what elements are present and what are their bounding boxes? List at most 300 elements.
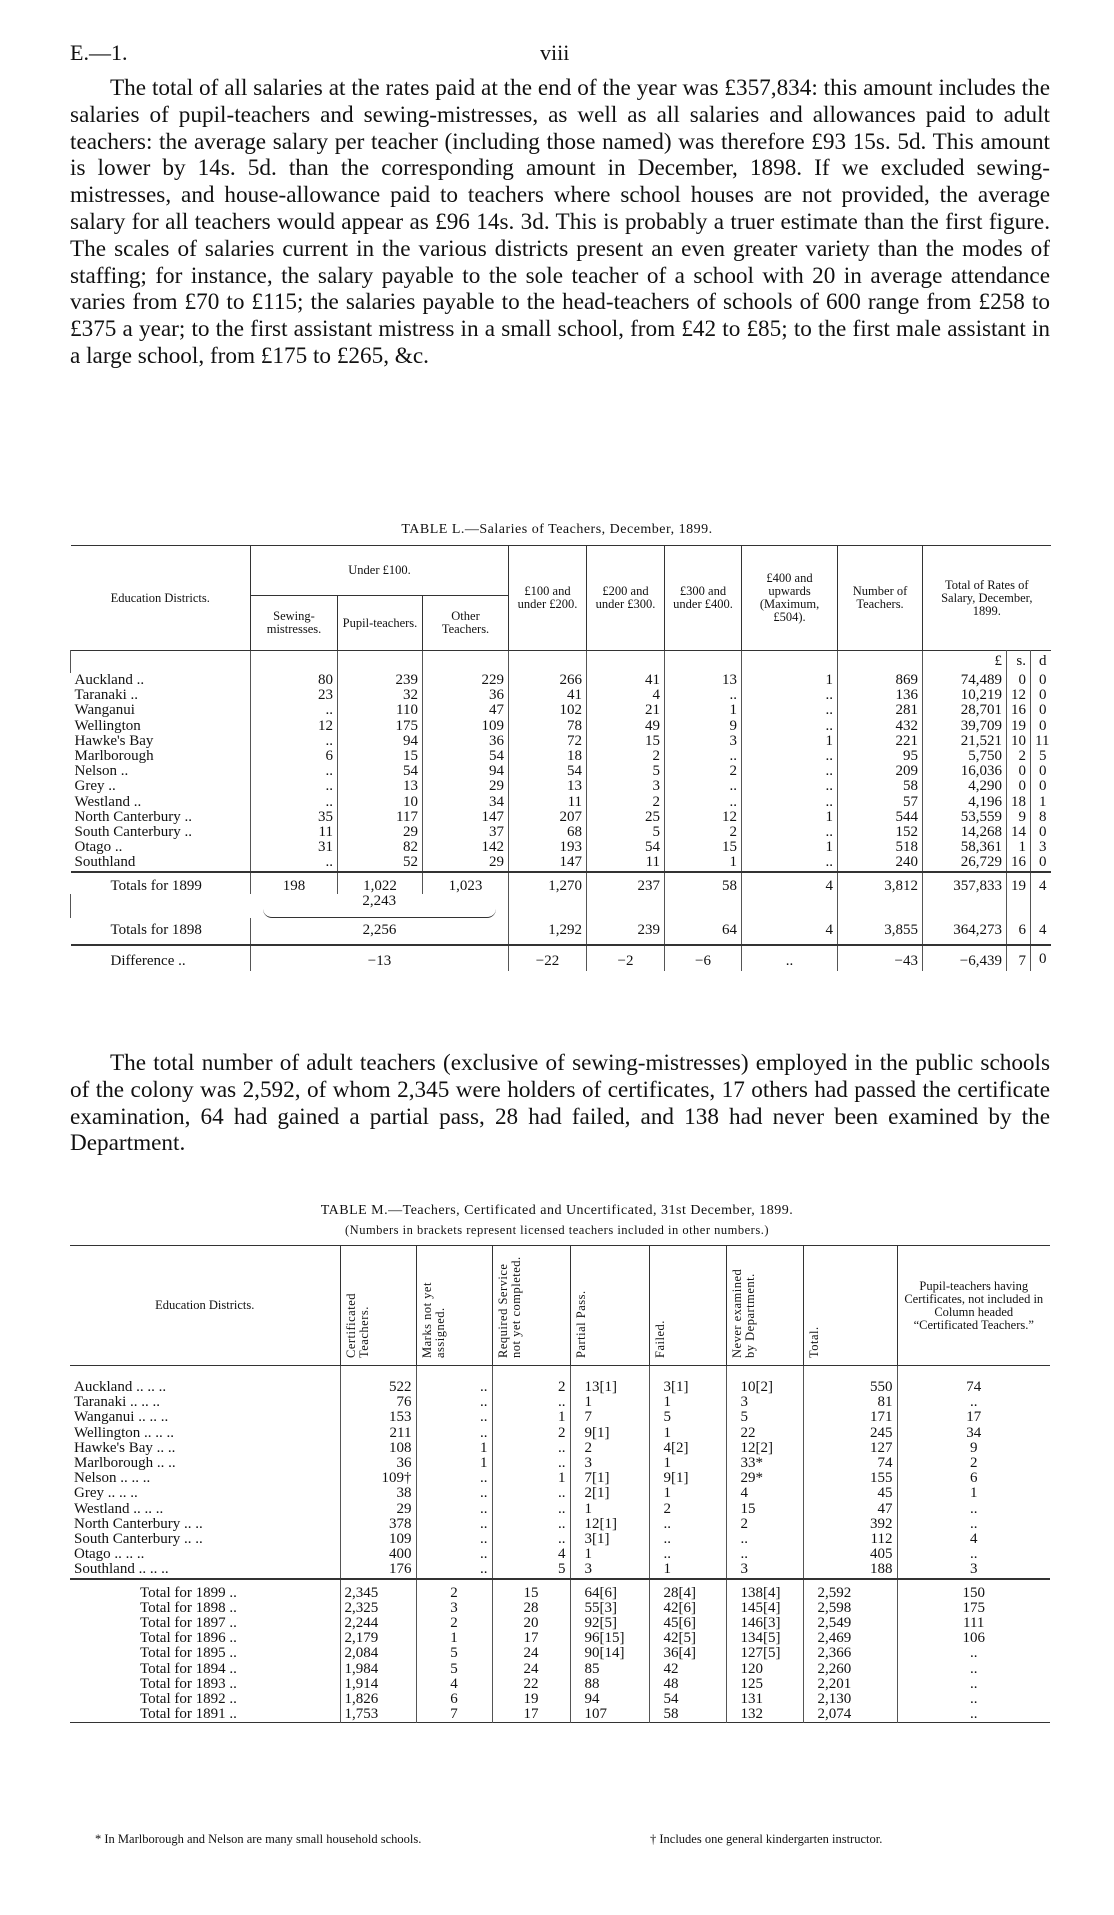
data-cell: .. <box>665 749 742 764</box>
data-cell: 23 <box>251 688 338 703</box>
data-cell: .. <box>492 1532 570 1547</box>
total-row <box>70 1677 1050 1692</box>
combined-row <box>71 894 1051 918</box>
row-label: Total for 1893 .. <box>140 1675 237 1692</box>
empty-cell <box>838 651 923 674</box>
data-cell: 9 <box>665 719 742 734</box>
combined-pupil-other-total: 2,243 <box>251 894 509 918</box>
data-cell: 4 <box>897 1532 1050 1547</box>
col-header-label: Marks not yet assigned. <box>419 1282 447 1358</box>
data-cell: 152 <box>838 825 923 840</box>
data-cell: .. <box>649 1547 726 1562</box>
data-cell: 229 <box>423 673 509 688</box>
col-sewing: Sewing-mistresses. <box>251 596 338 651</box>
data-cell: 3 <box>665 734 742 749</box>
data-cell: .. <box>649 1532 726 1547</box>
total-cell: 1,826 <box>340 1692 416 1707</box>
data-cell: 109 <box>340 1532 416 1547</box>
empty-cell <box>70 1366 340 1381</box>
data-cell: 1 <box>742 840 838 855</box>
data-cell: .. <box>742 749 838 764</box>
district-name: Southland <box>74 854 136 871</box>
data-cell: 12 <box>251 719 338 734</box>
col-under100: Under £100. <box>251 546 509 596</box>
data-cell: .. <box>726 1532 803 1547</box>
col-header <box>803 1246 897 1366</box>
empty-cell <box>742 894 838 918</box>
data-cell: .. <box>416 1517 492 1532</box>
data-cell: 0 <box>1031 764 1051 779</box>
total-row <box>70 1646 1050 1661</box>
data-cell: 13[1] <box>570 1380 649 1395</box>
data-cell: 188 <box>803 1562 897 1578</box>
data-cell: 13 <box>509 779 587 794</box>
data-cell: 68 <box>509 825 587 840</box>
data-cell: .. <box>251 779 338 794</box>
difference-cell: −13 <box>251 945 509 971</box>
total-row <box>70 1707 1050 1723</box>
total-cell: 96[15] <box>570 1631 649 1646</box>
data-cell: .. <box>897 1517 1050 1532</box>
total-cell: 131 <box>726 1692 803 1707</box>
data-cell: 5,750 <box>923 749 1007 764</box>
data-cell: 47 <box>803 1502 897 1517</box>
table-row <box>70 1562 1050 1578</box>
total-cell: 132 <box>726 1707 803 1723</box>
data-cell: 19 <box>1007 719 1031 734</box>
data-cell: .. <box>742 703 838 718</box>
data-cell: 432 <box>838 719 923 734</box>
data-cell: 15 <box>338 749 423 764</box>
table-row <box>70 1410 1050 1425</box>
data-cell: 52 <box>338 855 423 871</box>
col-pupil: Pupil-teachers. <box>338 596 423 651</box>
data-cell: 2 <box>665 825 742 840</box>
data-cell: 2 <box>897 1456 1050 1471</box>
data-cell: 153 <box>340 1410 416 1425</box>
total-cell: 28[4] <box>649 1579 726 1601</box>
total-cell: 1,753 <box>340 1707 416 1723</box>
total-cell: 150 <box>897 1579 1050 1601</box>
data-cell: .. <box>416 1380 492 1395</box>
col-100-200: £100 and under £200. <box>509 546 587 651</box>
empty-cell <box>923 894 1007 918</box>
data-cell: 1 <box>492 1471 570 1486</box>
data-cell: 0 <box>1007 673 1031 688</box>
data-cell: 1 <box>649 1486 726 1501</box>
data-cell: 72 <box>509 734 587 749</box>
data-cell: 3[1] <box>649 1380 726 1395</box>
total-cell: 111 <box>897 1616 1050 1631</box>
district-name: Marlborough <box>74 748 154 765</box>
data-cell: 6 <box>251 749 338 764</box>
total-cell: 239 <box>587 918 665 945</box>
data-cell: 1 <box>649 1426 726 1441</box>
district-name: Nelson .. .. .. <box>74 1470 151 1487</box>
data-cell: 0 <box>1007 764 1031 779</box>
total-row <box>70 1601 1050 1616</box>
data-cell: 211 <box>340 1426 416 1441</box>
data-cell: 78 <box>509 719 587 734</box>
data-cell: 2 <box>587 749 665 764</box>
total-cell: 237 <box>587 872 665 894</box>
table-row <box>71 840 1051 855</box>
data-cell: 0 <box>1007 779 1031 794</box>
total-cell: 19 <box>492 1692 570 1707</box>
row-label: Total for 1894 .. <box>140 1660 237 1677</box>
data-cell: 21 <box>587 703 665 718</box>
data-cell: 1 <box>570 1395 649 1410</box>
col-header <box>649 1246 726 1366</box>
data-cell: 15 <box>726 1502 803 1517</box>
total-cell: 1,914 <box>340 1677 416 1692</box>
salary-paragraph-text: The total of all salaries at the rates paid at the end of the year was £357,834: this amount includes the salaries of pupil-teachers and sewing-mistresses, as well as all salaries and allowances paid to adult teachers: the average salary per teacher (including those named) was therefore £93 15s. 5d. This amount is lower by 14s. 5d. than the corresponding amount in December, 1898. If we excluded sewing-mistresses, and house-allowance paid to teachers where school houses are not provided, the average salary for all teachers would appear as £96 14s. 3d. This is probably a truer estimate than the first figure. The scales of salaries current in the various districts present an even greater variety than the modes of staffing; for instance, the salary payable to the sole teacher of a school with 20 in average attendance varies from £70 to £115; the salaries payable to the head-teachers of schools of 600 range from £258 to £375 a year; to the first assistant mistress in a small school, from £42 to £85; to the first male assistant in a large school, from £175 to £265, &c. <box>70 75 1050 369</box>
col-header-label: Required Service not yet completed. <box>495 1256 523 1358</box>
col-header <box>726 1246 803 1366</box>
data-cell: 26,729 <box>923 855 1007 871</box>
total-cell: 2,074 <box>803 1707 897 1723</box>
total-cell: 17 <box>492 1631 570 1646</box>
table-l-title: TABLE L.—Salaries of Teachers, December, 1899. <box>401 522 713 537</box>
col-header-label: Certificated Teachers. <box>343 1293 371 1358</box>
empty-cell <box>897 1366 1050 1381</box>
data-cell: 193 <box>509 840 587 855</box>
data-cell: .. <box>742 795 838 810</box>
total-cell: 134[5] <box>726 1631 803 1646</box>
table-m-certificates <box>70 1245 1050 1723</box>
empty-cell <box>665 894 742 918</box>
total-cell: 2,598 <box>803 1601 897 1616</box>
data-cell: 378 <box>340 1517 416 1532</box>
data-cell: 12 <box>665 810 742 825</box>
data-cell: 39,709 <box>923 719 1007 734</box>
data-cell: 518 <box>838 840 923 855</box>
total-cell: 2,325 <box>340 1601 416 1616</box>
district-name: Auckland .. <box>74 672 145 688</box>
data-cell: 41 <box>509 688 587 703</box>
data-cell: 34 <box>897 1426 1050 1441</box>
total-cell: 175 <box>897 1601 1050 1616</box>
total-cell: 17 <box>492 1707 570 1723</box>
data-cell: 209 <box>838 764 923 779</box>
salary-paragraph <box>70 75 1050 370</box>
data-cell: 6 <box>897 1471 1050 1486</box>
data-cell: 240 <box>838 855 923 871</box>
data-cell: 405 <box>803 1547 897 1562</box>
data-cell: 81 <box>803 1395 897 1410</box>
total-cell: 2 <box>416 1616 492 1631</box>
data-cell: 2 <box>665 764 742 779</box>
district-name: North Canterbury .. <box>74 808 192 825</box>
data-cell: 7[1] <box>570 1471 649 1486</box>
data-cell: 34 <box>423 795 509 810</box>
data-cell: 5 <box>587 764 665 779</box>
data-cell: 1 <box>570 1547 649 1562</box>
data-cell: 10 <box>1007 734 1031 749</box>
data-cell: 0 <box>1031 825 1051 840</box>
total-cell: .. <box>897 1662 1050 1677</box>
data-cell: 1 <box>665 855 742 871</box>
data-cell: 266 <box>509 673 587 688</box>
data-cell: .. <box>665 688 742 703</box>
data-cell: 15 <box>587 734 665 749</box>
col-header <box>570 1246 649 1366</box>
data-cell: .. <box>416 1502 492 1517</box>
data-cell: .. <box>897 1547 1050 1562</box>
data-cell: 17 <box>897 1410 1050 1425</box>
data-cell: .. <box>416 1547 492 1562</box>
data-cell: 3 <box>726 1395 803 1410</box>
data-cell: 13 <box>338 779 423 794</box>
data-cell: 109† <box>340 1471 416 1486</box>
data-cell: 5 <box>492 1562 570 1578</box>
data-cell: 1 <box>492 1410 570 1425</box>
difference-cell: −2 <box>587 945 665 971</box>
data-cell: 3[1] <box>570 1532 649 1547</box>
data-cell: 136 <box>838 688 923 703</box>
empty-cell <box>803 1366 897 1381</box>
total-cell: 4 <box>416 1677 492 1692</box>
total-cell: 5 <box>416 1662 492 1677</box>
total-row <box>70 1579 1050 1601</box>
data-cell: 14,268 <box>923 825 1007 840</box>
district-name: Wanganui <box>74 702 135 719</box>
data-cell: 3 <box>570 1456 649 1471</box>
spacer-row <box>70 1366 1050 1381</box>
difference-cell: −6,439 <box>923 945 1007 971</box>
difference-cell: 7 <box>1007 945 1031 971</box>
empty-cell <box>492 1366 570 1381</box>
district-name: Taranaki .. <box>74 687 139 704</box>
data-cell: .. <box>251 734 338 749</box>
total-cell: 107 <box>570 1707 649 1723</box>
data-cell: 544 <box>838 810 923 825</box>
data-cell: 54 <box>423 749 509 764</box>
data-cell: .. <box>251 764 338 779</box>
empty-cell <box>423 651 509 674</box>
total-cell: 146[3] <box>726 1616 803 1631</box>
district-name: Hawke's Bay .. .. <box>74 1439 176 1456</box>
district-name: Nelson .. <box>74 763 129 780</box>
total-cell: 42 <box>649 1662 726 1677</box>
data-cell: 3 <box>897 1562 1050 1578</box>
data-cell: .. <box>492 1502 570 1517</box>
data-cell: 2 <box>1007 749 1031 764</box>
data-cell: 176 <box>340 1562 416 1578</box>
col-header <box>340 1246 416 1366</box>
data-cell: 74,489 <box>923 673 1007 688</box>
data-cell: .. <box>492 1517 570 1532</box>
data-cell: .. <box>742 719 838 734</box>
col-total: Total of Rates of Salary, December, 1899. <box>923 546 1051 651</box>
total-cell: 90[14] <box>570 1646 649 1661</box>
row-label: Totals for 1898 <box>110 922 202 939</box>
total-row <box>70 1692 1050 1707</box>
data-cell: 2 <box>726 1517 803 1532</box>
data-cell: .. <box>742 764 838 779</box>
data-cell: 41 <box>587 673 665 688</box>
data-cell: 22 <box>726 1426 803 1441</box>
table-row <box>70 1426 1050 1441</box>
data-cell: 82 <box>338 840 423 855</box>
data-cell: 94 <box>423 764 509 779</box>
total-cell: 28 <box>492 1601 570 1616</box>
data-cell: .. <box>897 1395 1050 1410</box>
total-cell: 4 <box>1031 918 1051 945</box>
table-row <box>71 764 1051 779</box>
data-cell: 117 <box>338 810 423 825</box>
data-cell: 4 <box>492 1547 570 1562</box>
data-cell: .. <box>665 779 742 794</box>
total-cell: 2,260 <box>803 1662 897 1677</box>
empty-cell <box>416 1366 492 1381</box>
table-row <box>70 1547 1050 1562</box>
data-cell: 1 <box>742 810 838 825</box>
table-row <box>71 719 1051 734</box>
data-cell: 31 <box>251 840 338 855</box>
total-cell: 1 <box>416 1631 492 1646</box>
teachers-paragraph-text: The total number of adult teachers (exclusive of sewing-mistresses) employed in the public schools of the colony was 2,592, of whom 2,345 were holders of certificates, 17 others had passed the certificate examination, 64 had gained a partial pass, 28 had failed, and 138 had never been examined by the Department. <box>70 1050 1050 1157</box>
col-header-label: Failed. <box>652 1320 667 1358</box>
empty-cell <box>742 651 838 674</box>
total-cell: 4 <box>742 872 838 894</box>
empty-cell <box>587 651 665 674</box>
data-cell: 0 <box>1031 855 1051 871</box>
data-cell: 36 <box>423 688 509 703</box>
total-cell: 88 <box>570 1677 649 1692</box>
data-cell: 142 <box>423 840 509 855</box>
total-cell: 106 <box>897 1631 1050 1646</box>
district-name: Auckland .. .. .. <box>74 1379 167 1395</box>
data-cell: 3 <box>570 1562 649 1578</box>
total-cell: 3 <box>416 1601 492 1616</box>
total-cell: 1,023 <box>423 872 509 894</box>
table-row <box>71 825 1051 840</box>
total-cell: 3,855 <box>838 918 923 945</box>
empty-cell <box>71 651 251 674</box>
table-row <box>71 688 1051 703</box>
total-cell: 138[4] <box>726 1579 803 1601</box>
total-cell: 2,130 <box>803 1692 897 1707</box>
col-district: Education Districts. <box>110 590 210 605</box>
data-cell: 5 <box>726 1410 803 1425</box>
total-cell: 120 <box>726 1662 803 1677</box>
row-label: Total for 1891 .. <box>140 1706 237 1723</box>
total-cell: 4 <box>1031 872 1051 894</box>
data-cell: 4 <box>726 1486 803 1501</box>
table-row <box>70 1441 1050 1456</box>
district-name: Southland .. .. .. <box>74 1561 169 1578</box>
row-label: Total for 1892 .. <box>140 1691 237 1708</box>
data-cell: .. <box>416 1471 492 1486</box>
data-cell: .. <box>416 1486 492 1501</box>
col-header: Pupil-teachers having Certificates, not included in Column headed “Certificated Teachers.” <box>897 1246 1050 1366</box>
row-label: Total for 1896 .. <box>140 1630 237 1647</box>
data-cell: 15 <box>665 840 742 855</box>
data-cell: 76 <box>340 1395 416 1410</box>
data-cell: 2[1] <box>570 1486 649 1501</box>
table-row <box>70 1486 1050 1501</box>
data-cell: 28,701 <box>923 703 1007 718</box>
empty-cell <box>1031 894 1051 918</box>
total-cell: 2,256 <box>251 918 509 945</box>
footnote-asterisk: * In Marlborough and Nelson are many small household schools. <box>95 1832 422 1846</box>
data-cell: 9 <box>897 1441 1050 1456</box>
total-cell: 2,366 <box>803 1646 897 1661</box>
data-cell: .. <box>649 1517 726 1532</box>
table-row <box>70 1471 1050 1486</box>
data-cell: 175 <box>338 719 423 734</box>
row-label: Totals for 1899 <box>71 872 251 894</box>
data-cell: .. <box>251 703 338 718</box>
row-label: Total for 1899 .. <box>70 1579 340 1601</box>
data-cell: 13 <box>665 673 742 688</box>
total-cell: 7 <box>416 1707 492 1723</box>
row-label: Total for 1897 .. <box>140 1615 237 1632</box>
data-cell: 112 <box>803 1532 897 1547</box>
data-cell: .. <box>742 688 838 703</box>
total-cell: 125 <box>726 1677 803 1692</box>
col-header-label: Partial Pass. <box>573 1290 588 1358</box>
data-cell: 80 <box>251 673 338 688</box>
data-cell: .. <box>251 795 338 810</box>
data-cell: .. <box>251 855 338 871</box>
data-cell: 29* <box>726 1471 803 1486</box>
district-name: Taranaki .. .. .. <box>74 1394 161 1411</box>
empty-cell <box>649 1366 726 1381</box>
data-cell: 1 <box>897 1486 1050 1501</box>
empty-cell <box>587 894 665 918</box>
unit-label: £ <box>923 651 1007 674</box>
total-cell: 48 <box>649 1677 726 1692</box>
data-cell: 29 <box>340 1502 416 1517</box>
units-row <box>71 651 1051 674</box>
footnote-dagger: † Includes one general kindergarten instructor. <box>650 1832 883 1846</box>
data-cell: 1 <box>742 734 838 749</box>
total-cell: 2,201 <box>803 1677 897 1692</box>
data-cell: 392 <box>803 1517 897 1532</box>
data-cell: 9[1] <box>570 1426 649 1441</box>
difference-cell: −6 <box>665 945 742 971</box>
data-cell: .. <box>416 1426 492 1441</box>
data-cell: 108 <box>340 1441 416 1456</box>
row-label: Difference .. <box>71 945 251 971</box>
empty-cell <box>570 1366 649 1381</box>
data-cell: 29 <box>338 825 423 840</box>
data-cell: 1 <box>665 703 742 718</box>
data-cell: 1 <box>416 1441 492 1456</box>
total-cell: 364,273 <box>923 918 1007 945</box>
data-cell: 21,521 <box>923 734 1007 749</box>
data-cell: 1 <box>1031 795 1051 810</box>
data-cell: 1 <box>742 673 838 688</box>
data-cell: 207 <box>509 810 587 825</box>
district-name: Hawke's Bay <box>74 732 154 749</box>
data-cell: 0 <box>1031 673 1051 688</box>
data-cell: 400 <box>340 1547 416 1562</box>
col-header-label: Total. <box>806 1326 821 1358</box>
data-cell: 127 <box>803 1441 897 1456</box>
data-cell: 1 <box>570 1502 649 1517</box>
data-cell: 36 <box>340 1456 416 1471</box>
data-cell: 53,559 <box>923 810 1007 825</box>
data-cell: 16 <box>1007 855 1031 871</box>
total-cell: 19 <box>1007 872 1031 894</box>
page-number: viii <box>540 40 570 65</box>
total-cell: 1,292 <box>509 918 587 945</box>
data-cell: 47 <box>423 703 509 718</box>
total-cell: 22 <box>492 1677 570 1692</box>
